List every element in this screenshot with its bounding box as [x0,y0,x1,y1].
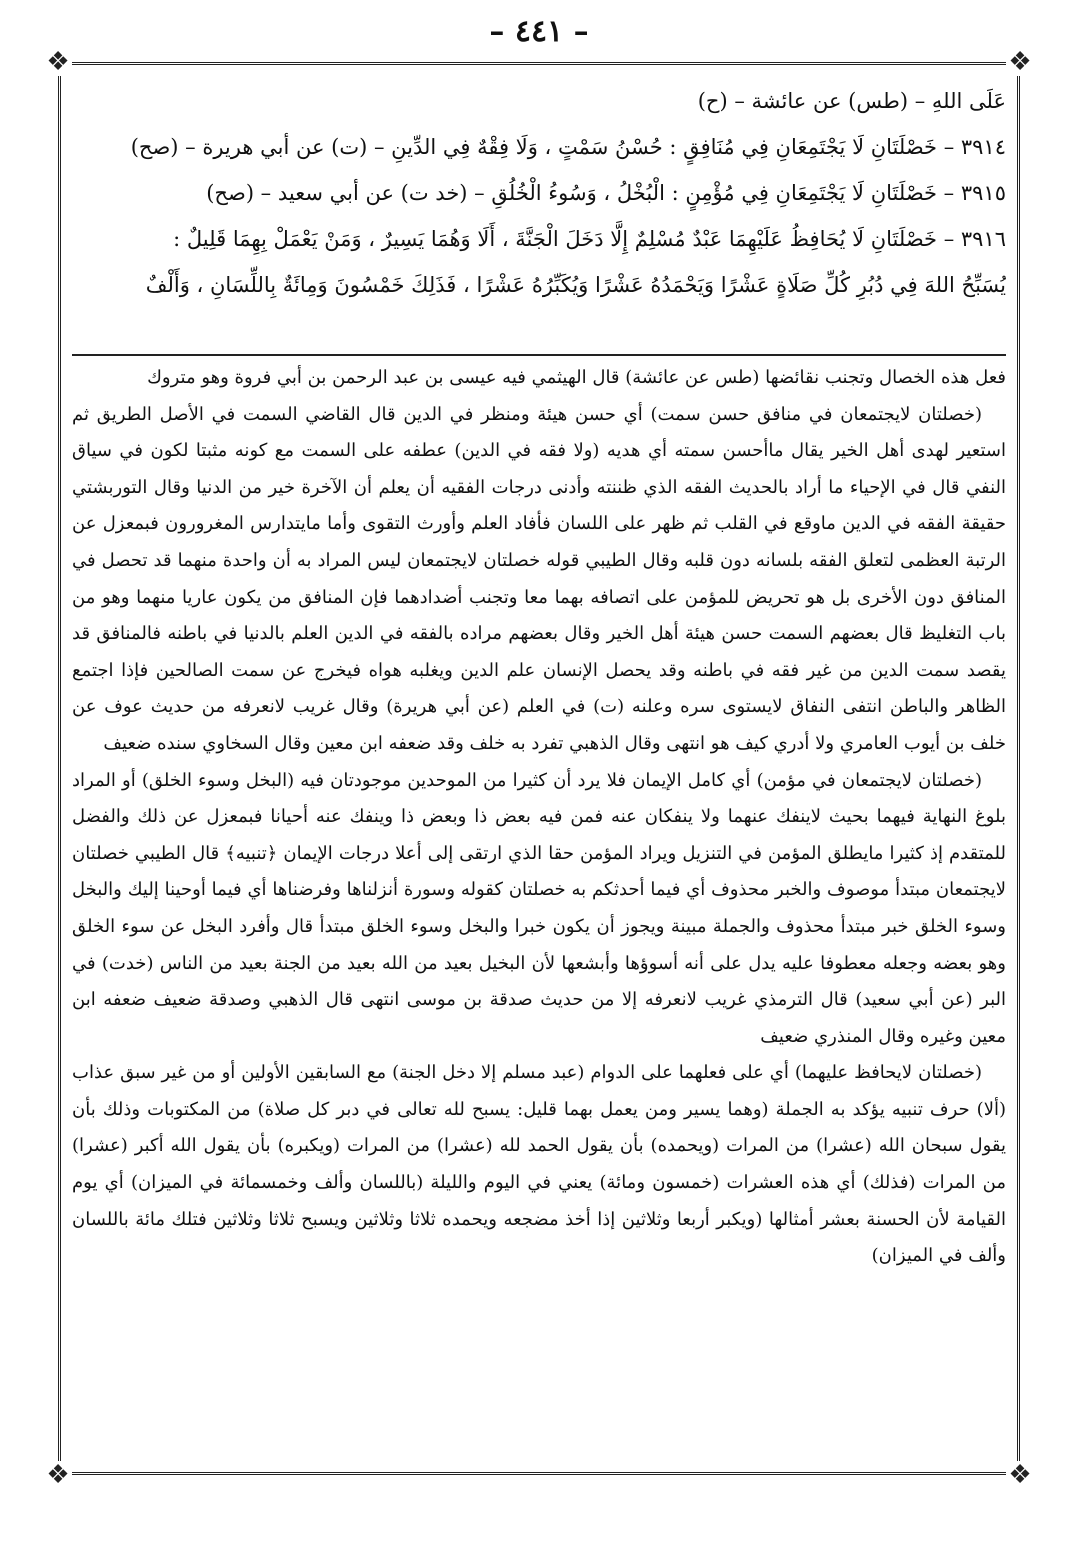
page-number: – ٤٤١ – [489,14,589,49]
commentary-paragraph: (خصلتان لايجتمعان في مؤمن) أي كامل الإيمان فلا يرد أن كثيرا من الموحدين موجودتان فيه (البخل وسوء الخلق) أو المراد بلوغ النهاية فيهما بحيث لاينفك عنهما ولا ينفكان عنه فمن فيه بعض ذا وبعض ذا وينفك عنه أحيانا فبمعزل عن ذلك والفضل للمتقدم إذ كثيرا مايطلق المؤمن في التنزيل ويراد المؤمن حقا الذي ارتقى إلى أعلا درجات الإيمان ﴿تنبيه﴾ قال الطيبي خصلتان لايجتمعان مبتدأ موصوف والخبر محذوف أي فيما أحدثكم به خصلتان كقوله وسورة أنزلناها وفرضناها أي فيما أوحينا إليك والبخل وسوء الخلق خبر مبتدأ محذوف والجملة مبينة ويجوز أن يكون خبرا والبخل وسوء الخلق مبتدأ قال وأفرد البخل عن سوء الخلق وهو بعضه وجعله معطوفا عليه يدل على أنه أسوؤها وأبشعها لأن البخيل بعيد من الله بعيد من الجنة بعيد من الناس (خدت) في البر (عن أبي سعيد) قال الترمذي غريب لانعرفه إلا من حديث صدقة بن موسى انتهى قال الذهبي وصدقة ضعيف ضعفه ابن معين وغيره وقال المنذري ضعيف [72,769,1007,1047]
corner-ornament-icon: ❖ [1006,48,1034,76]
hadith-3916: ٣٩١٦ – خَصْلَتَانِ لَا يُحَافِظُ عَلَيْهِمَا عَبْدٌ مُسْلِمٌ إِلَّا دَخَلَ الْجَنَّةَ ، أَلَا وَهُمَا يَسِيرٌ ، وَمَنْ يَعْمَلْ بِهِمَا قَلِيلٌ : [173,227,1006,251]
commentary-section [72,360,1006,1275]
commentary-paragraph: فعل هذه الخصال وتجنب نقائضها (طس عن عائشة) قال الهيثمي فيه عيسى بن عبد الرحمن بن أبي فروة وهو متروك [147,367,1006,388]
hadith-3916-continuation: يُسَبِّحُ اللهَ فِي دُبُرِ كُلِّ صَلَاةٍ عَشْرًا وَيَحْمَدُهُ عَشْرًا وَيُكَبِّرُهُ عَشْرًا ، فَذَلِكَ خَمْسُونَ وَمِائَةٌ بِاللِّسَانِ ، وَأَلْفٌ [145,273,1006,297]
hadith-text-section [72,78,1006,308]
hadith-block [72,78,1006,308]
hadith-line: عَلَى اللهِ – (طس) عن عائشة – (ح) [697,89,1006,113]
corner-ornament-icon: ❖ [1006,1461,1034,1489]
commentary-paragraph: (خصلتان لايحافظ عليهما) أي على فعلهما على الدوام (عبد مسلم إلا دخل الجنة) مع السابقين الأولين أو من غير سبق عذاب (ألا) حرف تنبيه يؤكد به الجملة (وهما يسير ومن يعمل بهما قليل: يسبح لله تعالى في دبر كل صلاة) من المكتوبات وذلك بأن يقول سبحان الله (عشرا) من المرات (ويحمده) بأن يقول الحمد لله (عشرا) من المرات (ويكبره) بأن يقول الله أكبر (عشرا) من المرات (فذلك) أي هذه العشرات (خمسون ومائة) يعني في اليوم والليلة (باللسان وألف وخمسمائة في الميزان) أي يوم القيامة لأن الحسنة بعشر أمثالها (ويكبر أربعا وثلاثين إذا أخذ مضجعه ويحمده ثلاثا وثلاثين ويسبح ثلاثا وثلاثين فتلك مائة باللسان وألف في الميزان) [72,1062,1006,1267]
corner-ornament-icon: ❖ [44,48,72,76]
corner-ornament-icon: ❖ [44,1461,72,1489]
section-divider [72,354,1006,356]
hadith-3914: ٣٩١٤ – خَصْلَتَانِ لَا يَجْتَمِعَانِ فِي مُنَافِقٍ : حُسْنُ سَمْتٍ ، وَلَا فِقْهٌ فِي الدِّينِ – (ت) عن أبي هريرة – (صح) [130,135,1006,159]
commentary-paragraph: (خصلتان لايجتمعان في منافق حسن سمت) أي حسن هيئة ومنظر في الدين قال القاضي السمت في الأصل الطريق ثم استعير لهدى أهل الخير يقال ماأحسن سمته أي هديه (ولا فقه في الدين) عطفه على السمت مع كونه مثبتا لكون في سياق النفي قال في الإحياء ما أراد بالحديث الفقه الذي ظننته وأدنى درجات الفقيه أن يعلم أن الآخرة خير من الدنيا وقال التوربشتي حقيقة الفقه في الدين ماوقع في القلب ثم ظهر على اللسان فأفاد العلم وأورث التقوى وأما مايتدارس المغرورون فبمعزل عن الرتبة العظمى لتعلق الفقه بلسانه دون قلبه وقال الطيبي قوله خصلتان لايجتمعان ليس المراد به أن واحدة منهما قد تحصل في المنافق دون الأخرى بل هو تحريض للمؤمن على اتصافه بهما معا وتجنب أضدادهما فإن المنافق من يكون عاريا منهما وهو من باب التغليظ قال بعضهم السمت حسن هيئة أهل الخير وقال بعضهم مراده بالفقه في الدين العلم بالدنيا في باطنه فالمنافق قد يقصد سمت الدين من غير فقه في باطنه وقد يحصل الإنسان علم الدين ويغلبه هواه فيخرج عن سمت الصالحين فإذا اجتمع الظاهر والباطن انتفى النفاق لايستوى سره وعلنه (ت) في العلم (عن أبي هريرة) وقال غريب لانعرفه من حديث عوف عن خلف بن أيوب العامري ولا أدري كيف هو انتهى وقال الذهبي تفرد به خلف وقد ضعفه ابن معين وقال السخاوي سنده ضعيف [72,403,1006,754]
hadith-3915: ٣٩١٥ – خَصْلَتَانِ لَا يَجْتَمِعَانِ فِي مُؤْمِنٍ : الْبُخْلُ ، وَسُوءُ الْخُلُقِ – (خد ت) عن أبي سعيد – (صح) [206,181,1006,205]
